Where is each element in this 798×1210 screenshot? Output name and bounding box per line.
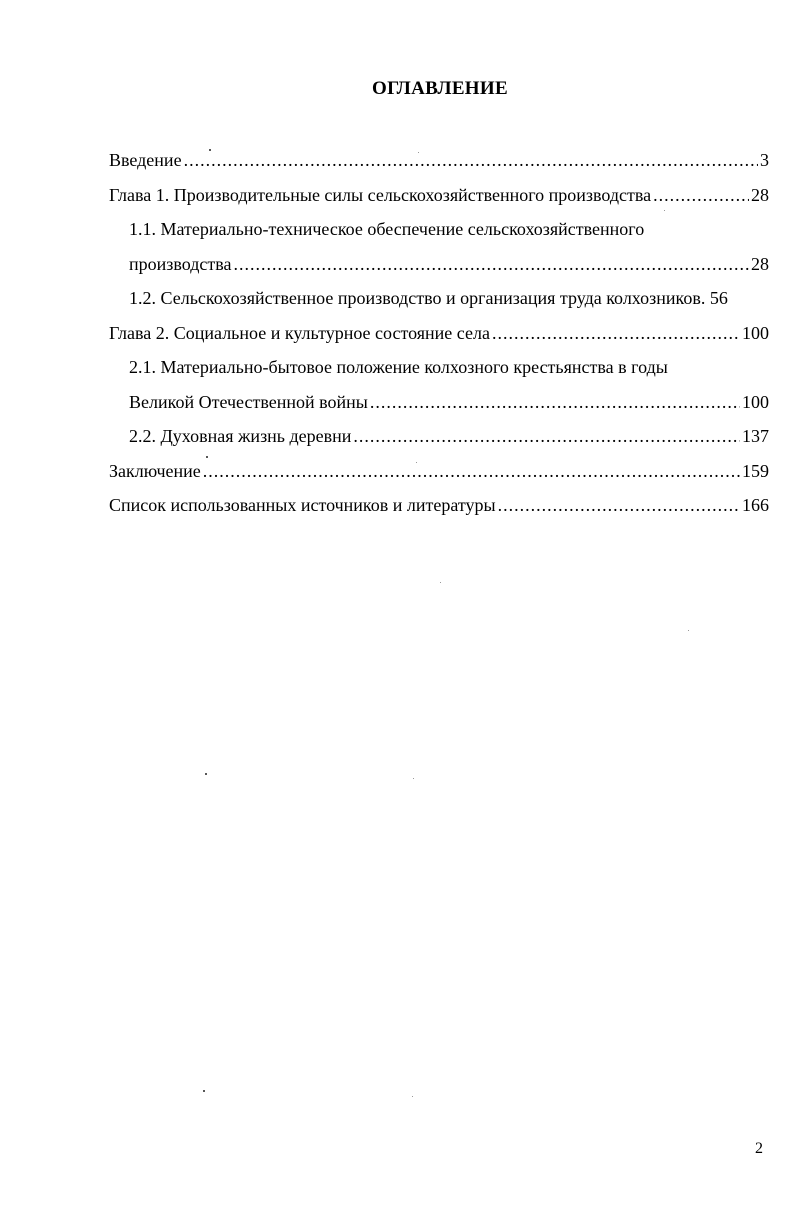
toc-entry-page: 137 [742,426,769,446]
dot-leader [184,146,758,174]
scan-speck [209,149,211,151]
scan-speck [418,152,419,153]
toc-entry-introduction[interactable] [109,146,769,181]
toc-entry-page: 3 [760,150,769,170]
dot-leader [370,388,740,416]
toc-entry-label: Глава 1. Производительные силы сельскохозяйственного производства [109,184,652,205]
scan-speck [205,773,207,775]
toc-entry-page: 28 [751,184,769,205]
dot-leader [353,422,740,450]
scan-speck [440,582,441,583]
toc-entry-page: 100 [742,391,769,412]
toc-entry-section-1-1-line2[interactable] [109,250,769,285]
toc-entry-section-2-1-line1[interactable] [109,353,769,388]
dot-leader [203,457,740,485]
dot-leader [492,319,740,347]
dot-leader [653,181,749,209]
toc-entry-label: Список использованных источников и литературы [109,495,496,515]
dot-leader [234,250,750,278]
toc-entry-section-1-2[interactable] [109,284,769,319]
toc-entry-label: Глава 2. Социальное и культурное состояние села [109,322,490,343]
table-of-contents [109,146,769,526]
toc-entry-label: 1.1. Материально-техническое обеспечение сельскохозяйственного [129,219,645,239]
toc-entry-label: производства [129,253,232,274]
toc-entry-section-2-1-line2[interactable] [109,388,769,423]
toc-entry-section-1-1-line1[interactable] [109,215,769,250]
toc-entry-page: 100 [742,322,769,343]
toc-entry-section-2-2[interactable] [109,422,769,457]
scan-speck [664,210,665,211]
toc-entry-page: 159 [742,460,769,481]
scan-speck [688,630,689,631]
toc-entry-chapter-1[interactable] [109,181,769,216]
toc-entry-page: 28 [751,253,769,274]
scan-speck [412,1096,413,1097]
scan-speck [416,462,417,463]
toc-entry-label: Заключение [109,460,201,481]
page-title: ОГЛАВЛЕНИЕ [372,78,508,99]
scan-speck [203,1090,205,1092]
scan-speck [413,778,414,779]
toc-entry-label: Великой Отечественной войны [129,391,368,412]
toc-entry-bibliography[interactable] [109,491,769,526]
toc-entry-page: 166 [742,495,769,515]
dot-leader [498,491,740,519]
toc-entry-label: 2.2. Духовная жизнь деревни [129,426,352,446]
toc-entry-page: 56 [709,288,728,308]
page-number: 2 [755,1140,763,1157]
toc-entry-conclusion[interactable] [109,457,769,492]
toc-entry-label: Введение [109,150,182,170]
scan-speck [206,456,208,458]
toc-entry-label: 1.2. Сельскохозяйственное производство и организация труда колхозников. [129,288,706,308]
toc-entry-chapter-2[interactable] [109,319,769,354]
toc-entry-label: 2.1. Материально-бытовое положение колхозного крестьянства в годы [129,357,668,377]
